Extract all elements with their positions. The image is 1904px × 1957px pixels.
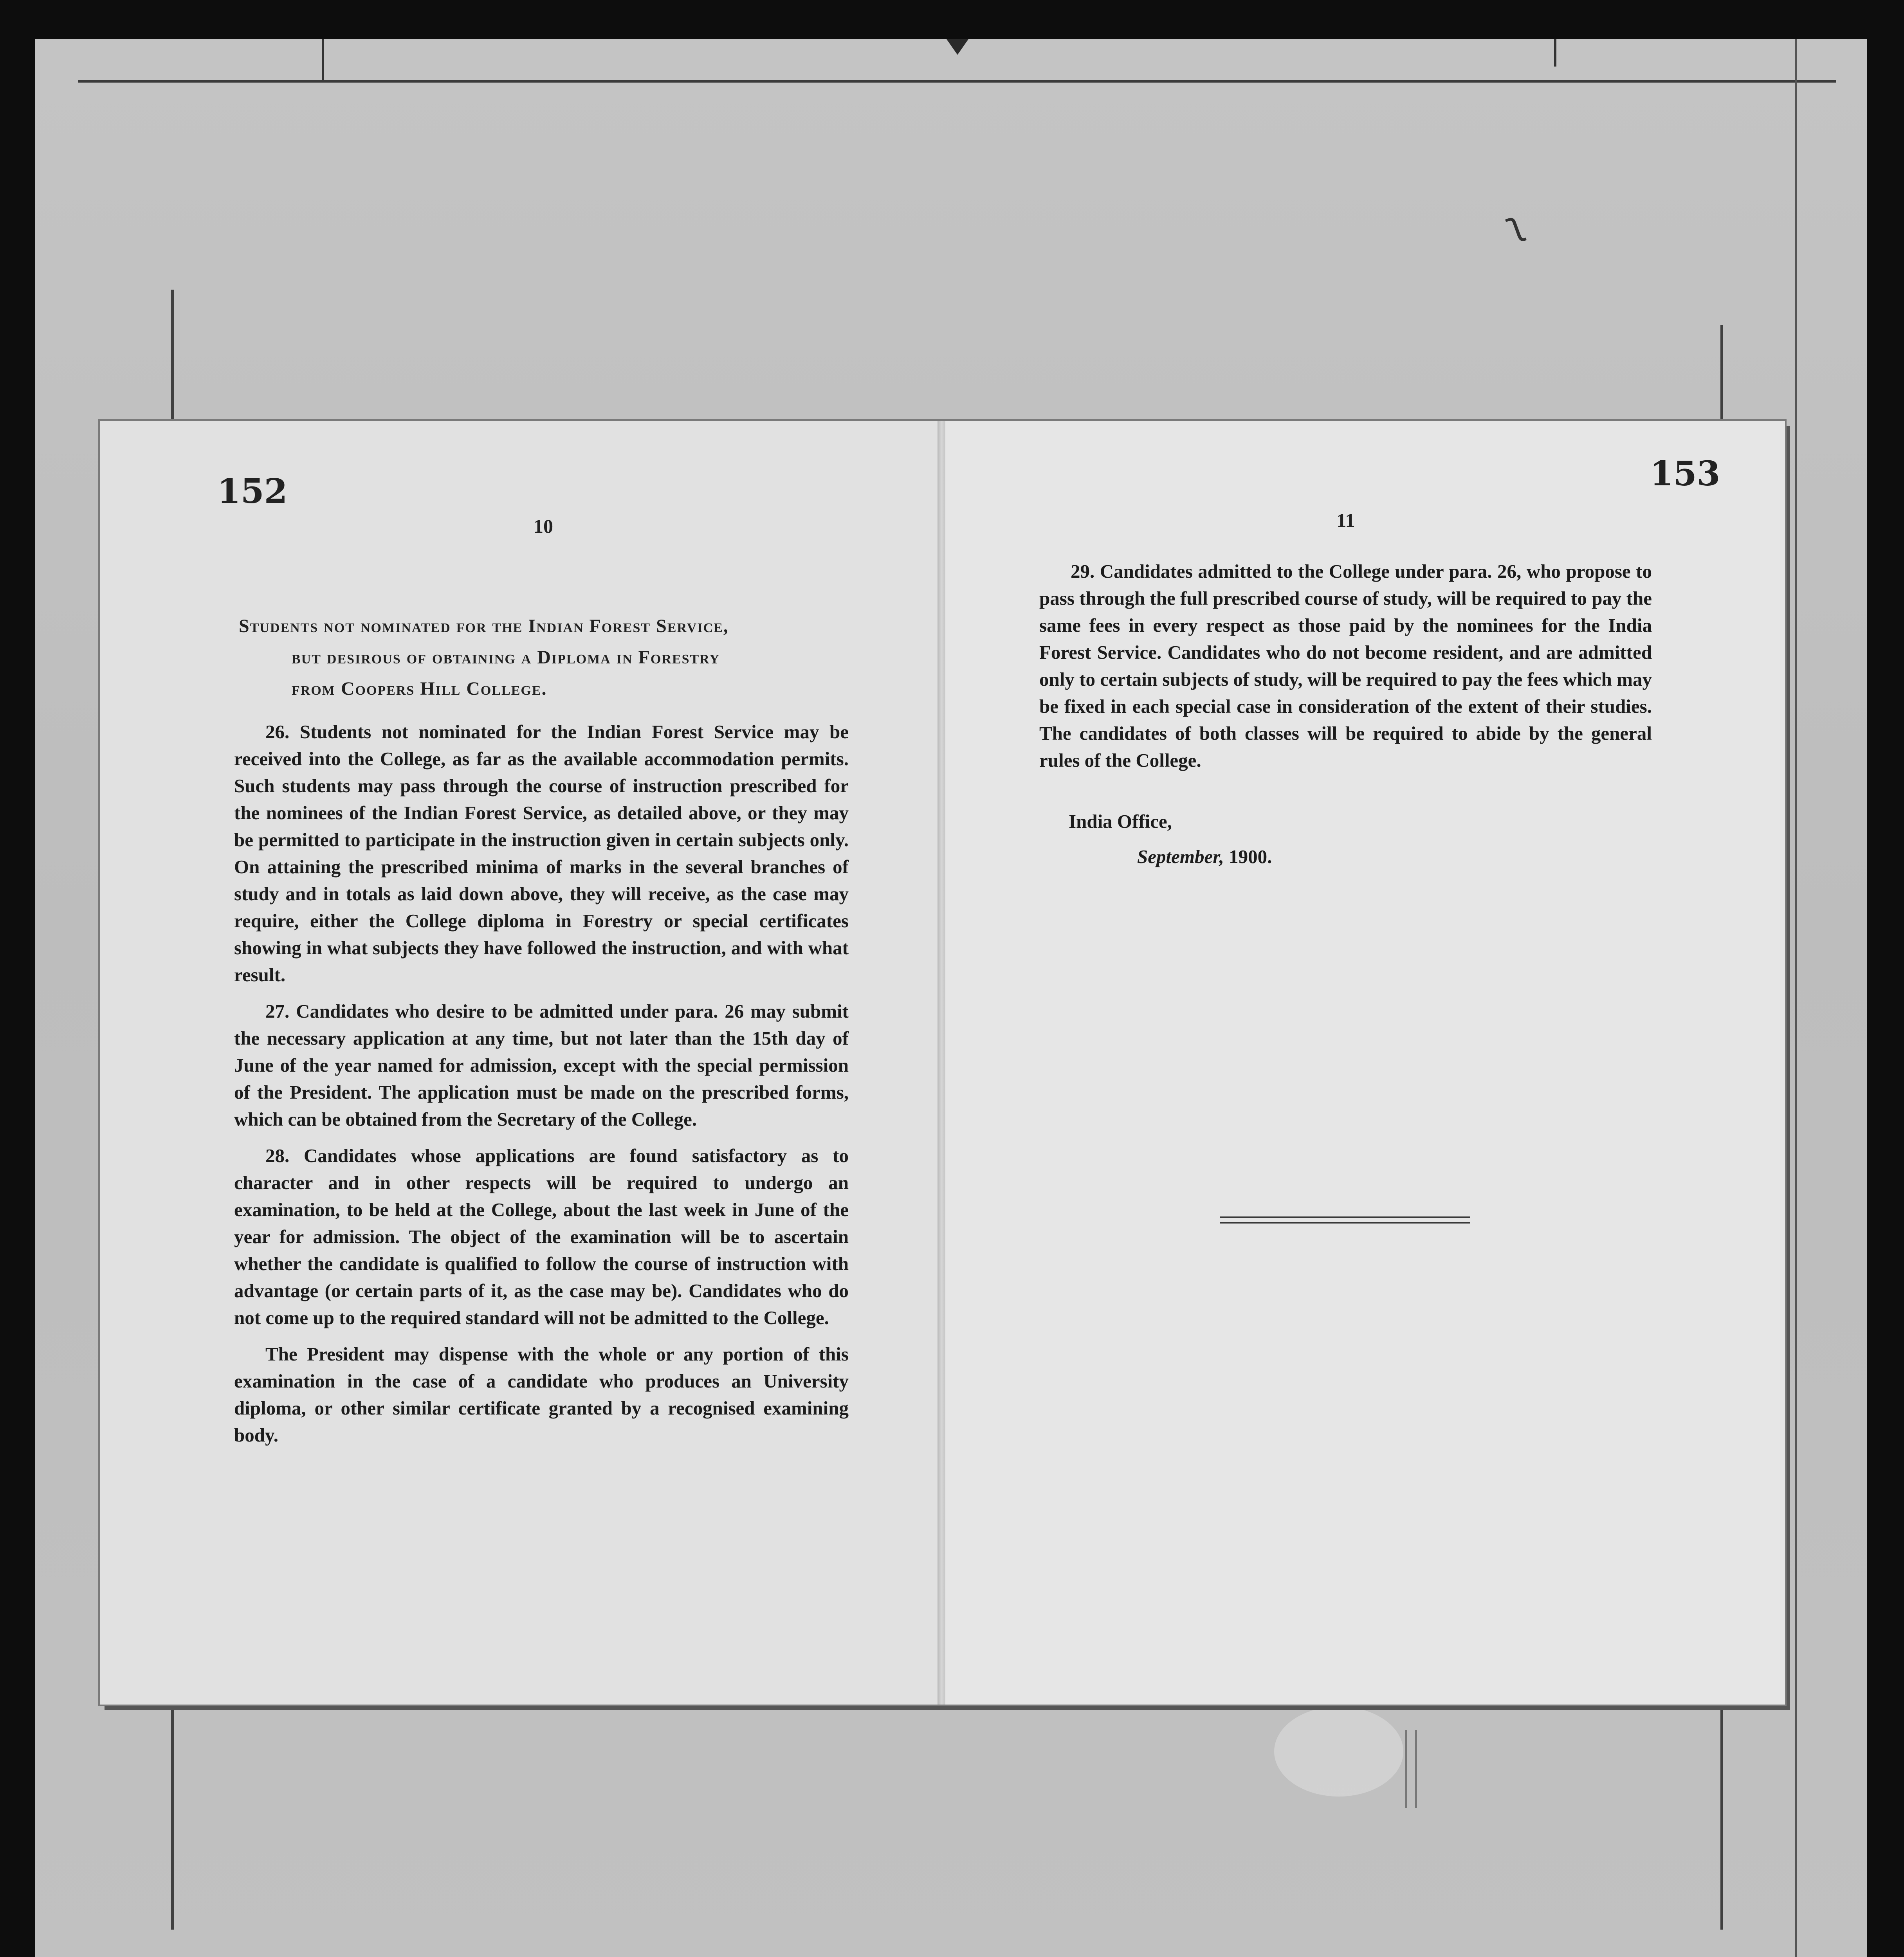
paragraph-26: 26. Students not nominated for the Indian Forest Service may be received into the College, as far as the available accommodation permits. Such students may pass through the course of instruction prescribed for the nominees of the Indian Forest Service, as detailed above, or they may be permitted to participate in the instruction given in certain subjects only. On attaining the prescribed minima of marks in the several branches of study and in totals as laid down above, they will receive, as the case may require, either the College diploma in Forestry or special certificates showing in what subjects they have followed the instruction, and with what result. [234, 721, 849, 986]
edge-line-right [1795, 39, 1797, 1957]
smudge [1274, 1707, 1403, 1797]
booklet-gutter [938, 421, 945, 1705]
paragraph-president: The President may dispense with the whole or any portion of this examination in the case of a candidate who produces an University diploma, or other similar certificate granted by a recognised examining body. [234, 1343, 849, 1446]
signoff-year: 1900. [1229, 846, 1272, 867]
paragraph-29: 29. Candidates admitted to the College under para. 26, who propose to pass through the full prescribed course of study, will be required to pay the same fees in every respect as those paid by the nominees for the India Forest Service. Candidates who do not become resident, and are admitted only to certain subjects of study, will be required to pay the fees which may be fixed in each special case in consideration of the extent of their studies. The candidates of both classes will be required to abide by the general rules of the College. [1039, 560, 1652, 771]
top-rule [78, 80, 1836, 83]
right-page-number: 11 [1336, 509, 1355, 531]
signoff-place: India Office, [1069, 811, 1172, 832]
heading-line-3: from Coopers Hill College. [292, 678, 547, 699]
smudge-line-b [1415, 1730, 1417, 1808]
stray-mark: ʅ [1500, 202, 1529, 246]
left-page-number: 10 [534, 515, 553, 537]
margin-line-left-bottom [171, 1705, 174, 1930]
top-tick-right [1554, 39, 1556, 67]
margin-line-right-top [1720, 325, 1723, 421]
heading-line-2: but desirous of obtaining a Diploma in Forestry [292, 647, 720, 668]
margin-line-left-top [171, 290, 174, 421]
signoff-date [1137, 845, 1272, 868]
end-double-rule [1220, 1216, 1470, 1224]
smudge-line-a [1405, 1730, 1407, 1808]
right-page-body [1039, 558, 1652, 783]
margin-line-right-bottom [1720, 1705, 1723, 1930]
signoff-month: September, [1137, 846, 1224, 867]
registration-marker [947, 39, 968, 55]
heading-line-1: Students not nominated for the Indian Forest Service, [239, 616, 729, 636]
paragraph-28: 28. Candidates whose applications are found satisfactory as to character and in other respects will be required to undergo an examination, to be held at the College, about the last week in June of the year for admission. The object of the examination will be to ascertain whether the candidate is qualified to follow the course of instruction with advantage (or certain parts of it, as the case may be). Candidates who do not come up to the required standard will not be admitted to the College. [234, 1145, 849, 1328]
left-corner-number: 152 [217, 472, 288, 511]
top-tick-left [322, 39, 324, 80]
right-corner-number: 153 [1650, 454, 1720, 494]
paragraph-27: 27. Candidates who desire to be admitted under para. 26 may submit the necessary application at any time, but not later than the 15th day of June of the year named for admission, except with the special permission of the President. The application must be made on the prescribed forms, which can be obtained from the Secretary of the College. [234, 1000, 849, 1130]
left-page-body [234, 718, 849, 1458]
section-heading [139, 611, 844, 705]
